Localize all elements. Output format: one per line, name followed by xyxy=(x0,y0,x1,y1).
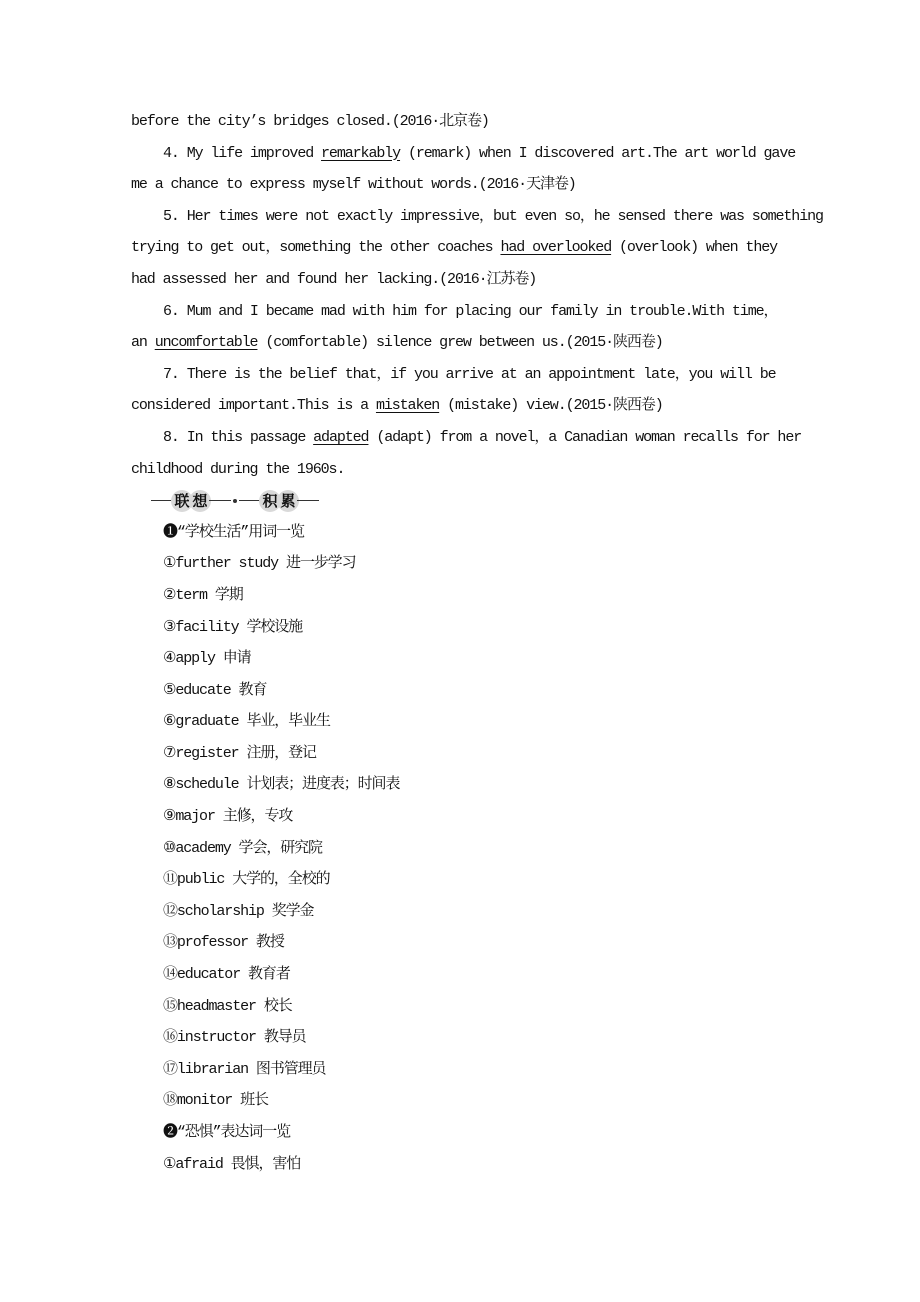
text-line xyxy=(131,138,851,170)
text-segment: had assessed her and found her lacking.(2016·江苏卷) xyxy=(131,270,537,288)
text-segment: 8. In this passage xyxy=(163,428,314,446)
vocab-groups xyxy=(131,517,851,1180)
vocab-item: ③facility 学校设施 xyxy=(163,618,303,636)
divider xyxy=(209,500,231,501)
header-char: 想 xyxy=(189,490,211,512)
text-segment: an xyxy=(131,334,155,352)
divider xyxy=(297,500,319,501)
vocab-item: ⑫scholarship 奖学金 xyxy=(163,902,314,920)
vocab-item: ⑩academy 学会，研究院 xyxy=(163,839,322,857)
vocab-item: ⑤educate 教育 xyxy=(163,681,267,699)
header-char: 积 xyxy=(259,490,281,512)
text-line xyxy=(131,169,851,201)
answer-text: uncomfortable xyxy=(154,334,258,352)
text-segment: 7. There is the belief that，if you arrive at an appointment late，you will be xyxy=(163,365,776,383)
group-title: ❷“恐惧”表达词一览 xyxy=(163,1124,291,1141)
divider xyxy=(151,500,173,501)
vocab-item: ⑭educator 教育者 xyxy=(163,966,290,984)
vocab-item: ⑦register 注册，登记 xyxy=(163,744,316,762)
vocab-item: ⑨major 主修，专攻 xyxy=(163,808,293,826)
text-line xyxy=(131,201,851,233)
text-line xyxy=(131,232,851,264)
text-line xyxy=(131,327,851,359)
vocab-item: ⑬professor 教授 xyxy=(163,934,284,952)
vocab-item: ⑰librarian 图书管理员 xyxy=(163,1060,326,1078)
text-segment: (mistake) view.(2015·陕西卷) xyxy=(439,397,663,415)
text-line xyxy=(131,390,851,422)
divider xyxy=(239,500,261,501)
group-title: ❶“学校生活”用词一览 xyxy=(163,523,304,541)
vocab-item: ⑯instructor 教导员 xyxy=(163,1029,306,1047)
document-body xyxy=(131,106,851,1180)
text-line xyxy=(131,454,851,486)
vocab-item: ②term 学期 xyxy=(163,586,243,604)
text-segment: (adapt) from a novel，a Canadian woman recalls for her xyxy=(368,428,802,446)
text-line xyxy=(131,264,851,296)
answer-text: remarkably xyxy=(321,144,401,162)
vocab-item: ⑮headmaster 校长 xyxy=(163,997,292,1015)
answer-text: mistaken xyxy=(375,397,440,415)
exercise-list xyxy=(131,106,851,485)
vocab-item: ①further study 进一步学习 xyxy=(163,555,356,573)
text-segment: 5. Her times were not exactly impressive，but even so，he sensed there was something xyxy=(163,207,823,225)
header-char: 联 xyxy=(171,490,193,512)
text-segment: (overlook) when they xyxy=(611,239,778,257)
vocab-item: ①afraid 畏惧，害怕 xyxy=(163,1155,301,1173)
text-segment: me a chance to express myself without words.(2016·天津卷) xyxy=(131,176,576,194)
text-line xyxy=(131,422,851,454)
vocab-item: ⑱monitor 班长 xyxy=(163,1092,268,1110)
dot-icon xyxy=(233,499,237,503)
text-line xyxy=(131,296,851,328)
text-segment: 4. My life improved xyxy=(163,144,322,162)
section-header xyxy=(131,485,851,517)
vocab-item: ⑪public 大学的，全校的 xyxy=(163,871,330,889)
answer-text: adapted xyxy=(313,428,369,446)
text-segment: (remark) when I discovered art.The art world gave xyxy=(400,144,796,162)
text-segment: trying to get out，something the other coaches xyxy=(131,239,501,257)
vocab-item: ⑧schedule 计划表；进度表；时间表 xyxy=(163,776,400,794)
text-segment: before the city’s bridges closed.(2016·北京卷) xyxy=(131,113,489,130)
answer-text: had overlooked xyxy=(500,239,612,257)
text-segment: (comfortable) silence grew between us.(2015·陕西卷) xyxy=(257,334,663,352)
text-segment: childhood during the 1960s. xyxy=(131,460,345,478)
text-line xyxy=(131,359,851,391)
text-line xyxy=(131,106,851,138)
header-char: 累 xyxy=(277,490,299,512)
text-segment: considered important.This is a xyxy=(131,397,376,415)
vocab-item: ⑥graduate 毕业，毕业生 xyxy=(163,713,330,731)
vocab-item: ④apply 申请 xyxy=(163,650,251,668)
text-segment: 6. Mum and I became mad with him for placing our family in trouble.With time， xyxy=(163,302,778,320)
